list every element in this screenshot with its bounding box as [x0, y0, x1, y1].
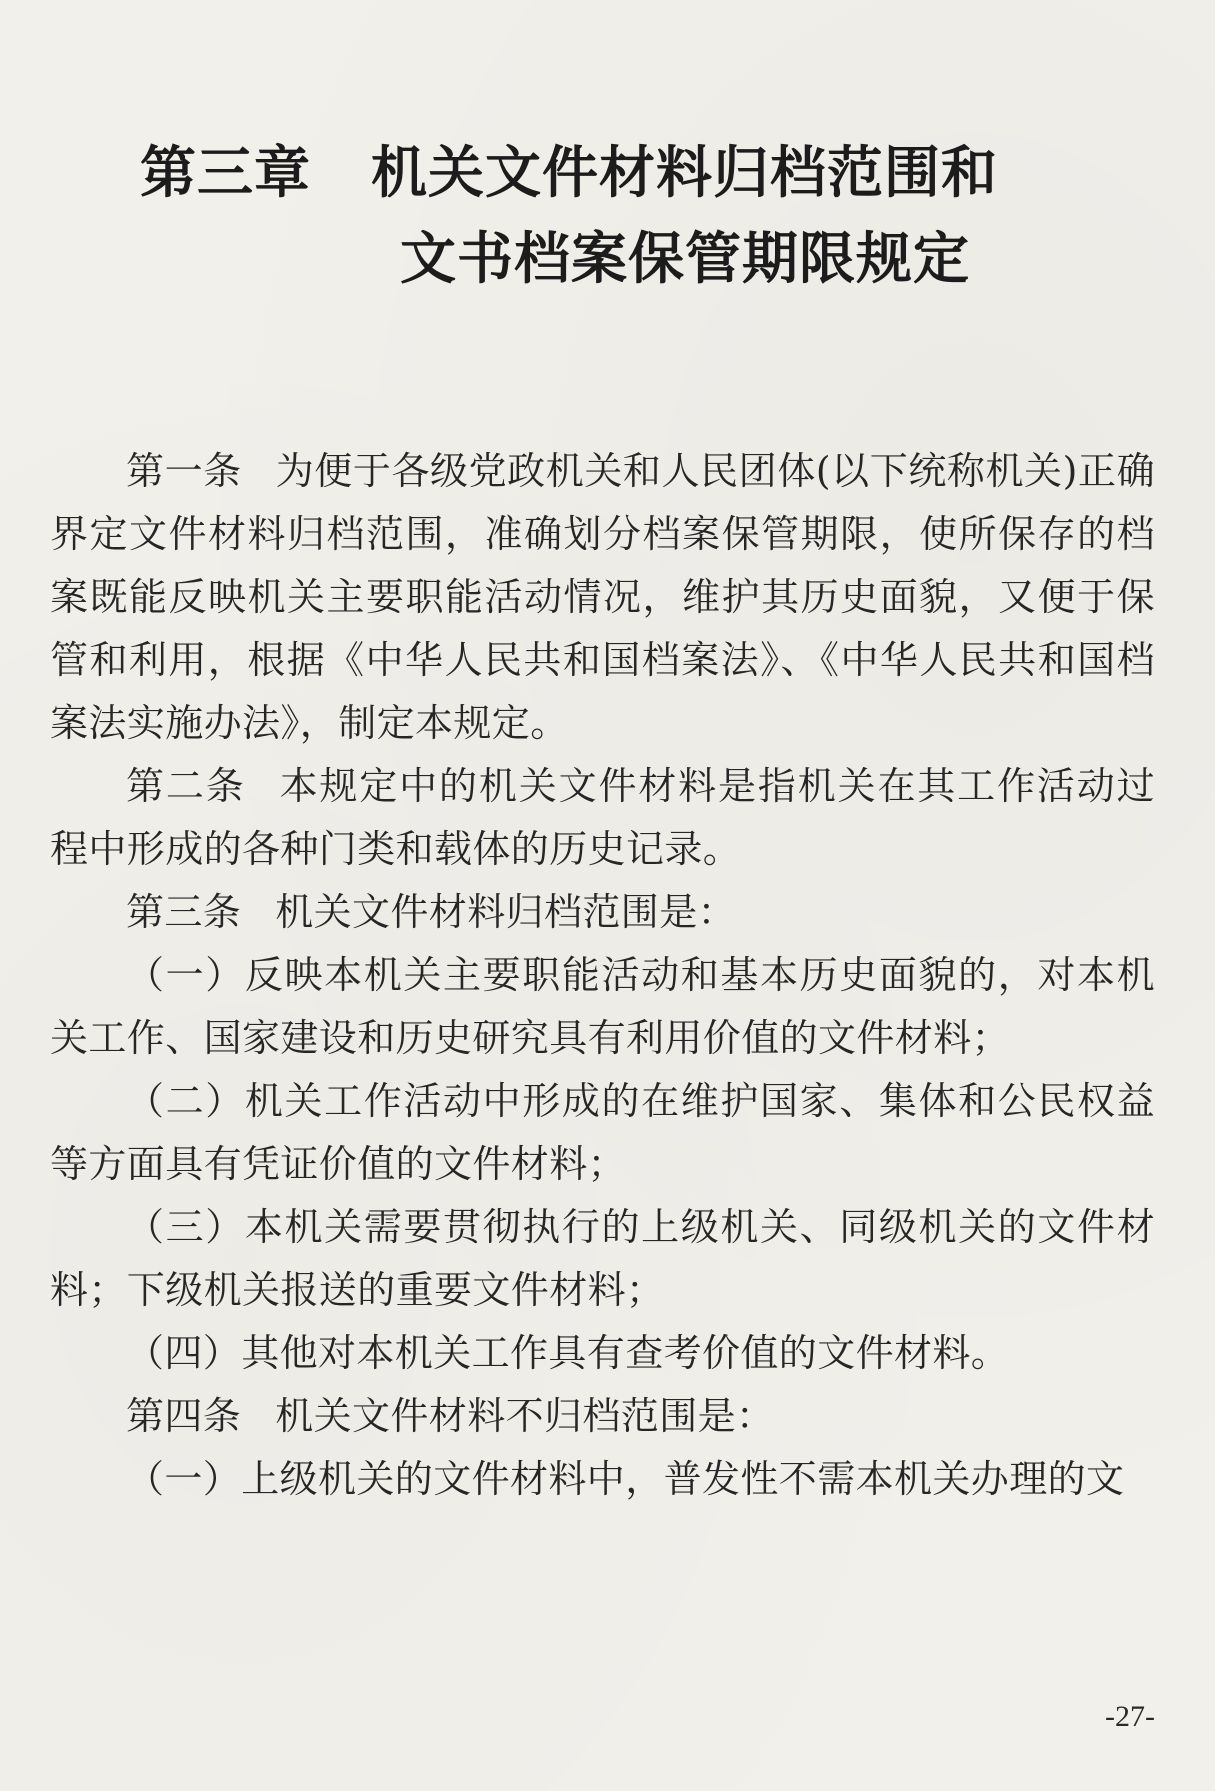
- article-label: 第四条: [126, 1394, 242, 1438]
- paragraph-text: （一）上级机关的文件材料中，普发性不需本机关办理的文: [126, 1457, 1125, 1501]
- chapter-title-line-1: [140, 130, 1140, 216]
- body-text: [50, 440, 1155, 1511]
- paragraph-item-3-3: [50, 1196, 1155, 1322]
- paragraph-text: （一）反映本机关主要职能活动和基本历史面貌的，对本机关工作、国家建设和历史研究具有利用价值的文件材料；: [50, 953, 1155, 1060]
- chapter-title-line-2: 文书档案保管期限规定: [400, 226, 970, 292]
- paragraph-article-1: [50, 440, 1155, 755]
- paragraph-article-3: [50, 881, 1155, 944]
- paragraph-text: 机关文件材料归档范围是：: [275, 890, 737, 934]
- paragraph-text: （四）其他对本机关工作具有查考价值的文件材料。: [126, 1331, 1010, 1375]
- paragraph-text: 机关文件材料不归档范围是：: [275, 1394, 775, 1438]
- chapter-title: [140, 130, 1140, 302]
- paragraph-text: （二）机关工作活动中形成的在维护国家、集体和公民权益等方面具有凭证价值的文件材料；: [50, 1079, 1155, 1186]
- article-label: 第二条: [126, 764, 246, 808]
- paragraph-text: （三）本机关需要贯彻执行的上级机关、同级机关的文件材料；下级机关报送的重要文件材料；: [50, 1205, 1155, 1312]
- chapter-number: 第三章: [140, 140, 311, 206]
- page-number: -27-: [1105, 1700, 1155, 1733]
- paragraph-item-4-1: [50, 1448, 1155, 1511]
- paragraph-text: 为便于各级党政机关和人民团体(以下统称机关)正确界定文件材料归档范围，准确划分档案保管期限，使所保存的档案既能反映机关主要职能活动情况，维护其历史面貌，又便于保管和利用，根据《中华人民共和国档案法》、《中华人民共和国档案法实施办法》，制定本规定。: [50, 449, 1155, 745]
- paragraph-item-3-4: [50, 1322, 1155, 1385]
- paragraph-article-4: [50, 1385, 1155, 1448]
- paragraph-text: 本规定中的机关文件材料是指机关在其工作活动过程中形成的各种门类和载体的历史记录。: [50, 764, 1155, 871]
- article-label: 第三条: [126, 890, 242, 934]
- paragraph-item-3-1: [50, 944, 1155, 1070]
- paragraph-article-2: [50, 755, 1155, 881]
- article-label: 第一条: [126, 449, 242, 493]
- chapter-title-text-1: 机关文件材料归档范围和: [371, 140, 998, 206]
- paragraph-item-3-2: [50, 1070, 1155, 1196]
